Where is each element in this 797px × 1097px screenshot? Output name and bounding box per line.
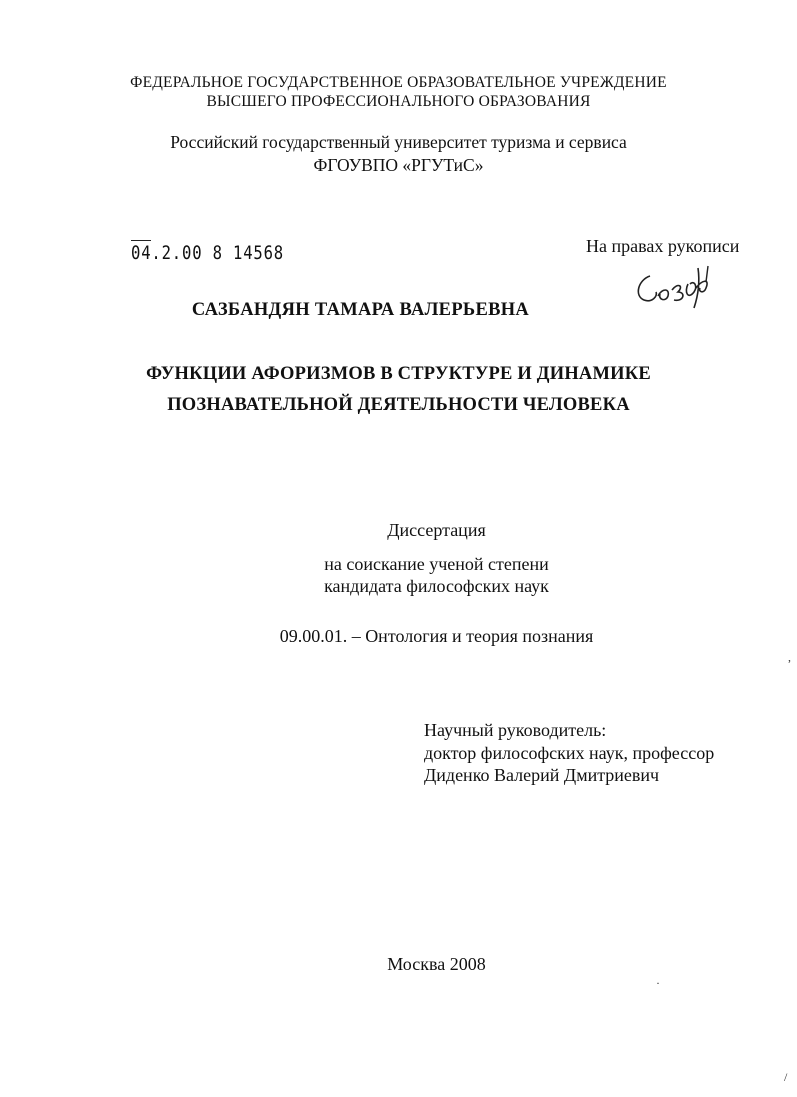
supervisor-degree: доктор философских наук, профессор: [424, 743, 715, 763]
university-abbr: ФГОУВПО «РГУТиС»: [313, 155, 484, 175]
university-name: Российский государственный университет туризма и сервиса: [170, 132, 627, 152]
specialty: 09.00.01. – Онтология и теория познания: [279, 626, 594, 646]
title-line-1: ФУНКЦИИ АФОРИЗМОВ В СТРУКТУРЕ И ДИНАМИКЕ: [146, 364, 651, 384]
degree-line-2: кандидата философских наук: [324, 576, 549, 596]
manuscript-rights: На правах рукописи: [586, 236, 740, 256]
author-name: САЗБАНДЯН ТАМАРА ВАЛЕРЬЕВНА: [191, 300, 530, 320]
header-line-2: ВЫСШЕГО ПРОФЕССИОНАЛЬНОГО ОБРАЗОВАНИЯ: [206, 93, 591, 110]
header-line-1: ФЕДЕРАЛЬНОЕ ГОСУДАРСТВЕННОЕ ОБРАЗОВАТЕЛЬНОЕ УЧРЕЖДЕНИЕ: [130, 74, 667, 91]
supervisor-name: Диденко Валерий Дмитриевич: [424, 765, 660, 785]
supervisor-label: Научный руководитель:: [424, 720, 607, 740]
city-year: Москва 2008: [387, 954, 486, 974]
work-type: Диссертация: [387, 520, 486, 540]
stamp-overline: [131, 240, 151, 241]
scan-speck: /: [784, 1070, 788, 1084]
title-line-2: ПОЗНАВАТЕЛЬНОЙ ДЕЯТЕЛЬНОСТИ ЧЕЛОВЕКА: [167, 395, 630, 415]
degree-line-1: на соискание ученой степени: [324, 554, 549, 574]
scan-speck: ,: [788, 650, 791, 664]
library-stamp-number: 04.2.00 8 14568: [131, 242, 285, 264]
scan-speck: ·: [656, 976, 660, 990]
